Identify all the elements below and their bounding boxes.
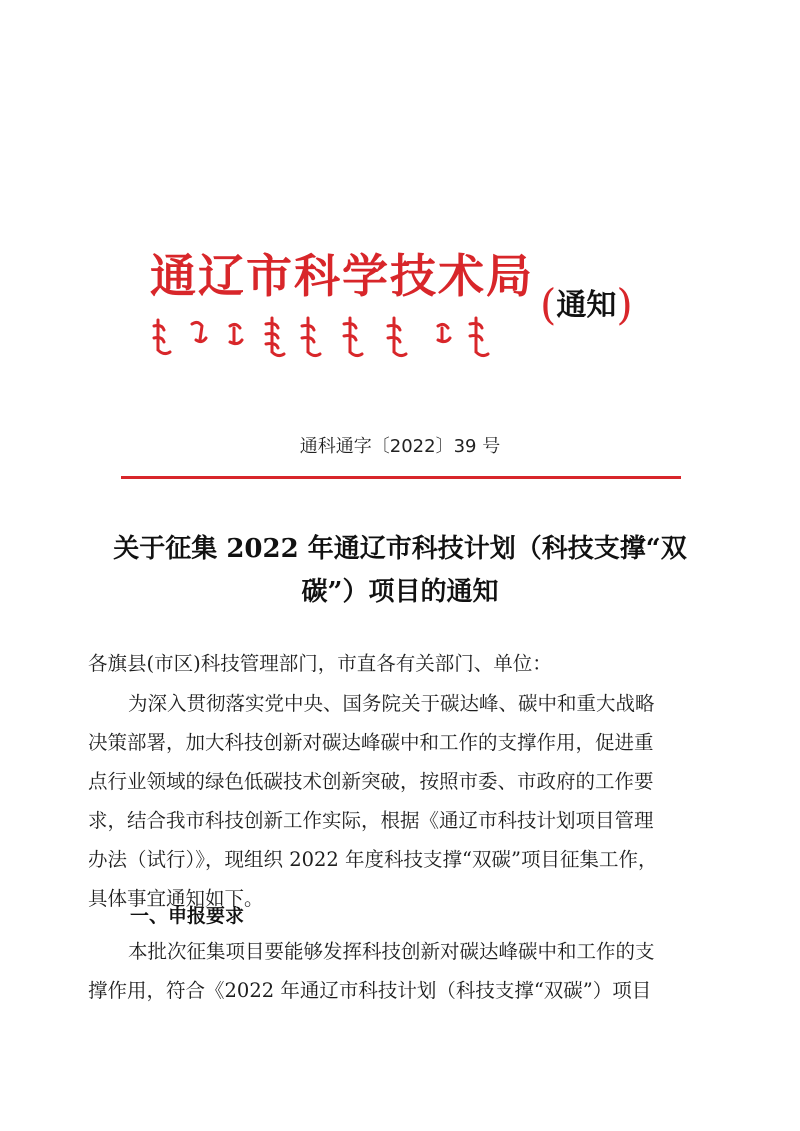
notice-open-paren: ( [540,280,557,329]
notice-mark [540,280,633,329]
document-number: 通科通字〔2022〕39 号 [299,436,501,457]
mongolian-script-org-name [150,310,520,360]
paragraph-1-line: 求，结合我市科技创新工作实际，根据《通辽市科技计划项目管理 [88,809,654,832]
notice-close-paren: ) [616,280,633,329]
title-line-2: 碳”）项目的通知 [301,577,499,607]
paragraph-2 [88,932,708,1010]
paragraph-1-line: 具体事宜通知如下。 [88,887,264,910]
notice-word: 通知 [556,288,617,323]
document-title [80,528,720,614]
issuing-org-name: 通辽市科学技术局 [150,249,534,303]
paragraph-1-line: 点行业领域的绿色低碳技术创新突破，按照市委、市政府的工作要 [88,770,654,793]
header-divider-rule [121,476,681,479]
mongolian-script-graphic [150,310,520,360]
section-heading-1: 一、申报要求 [130,905,245,927]
paragraph-2-line: 撑作用，符合《2022 年通辽市科技计划（科技支撑“双碳”）项目 [88,979,652,1002]
paragraph-1-line: 办法（试行）》，现组织 2022 年度科技支撑“双碳”项目征集工作， [88,848,658,871]
paragraph-1 [88,684,708,918]
salutation: 各旗县(市区)科技管理部门，市直各有关部门、单位： [88,652,552,675]
paragraph-1-line: 决策部署，加大科技创新对碳达峰碳中和工作的支撑作用，促进重 [88,731,654,754]
paragraph-1-line: 为深入贯彻落实党中央、国务院关于碳达峰、碳中和重大战略 [128,692,655,715]
title-line-1: 关于征集 2022 年通辽市科技计划（科技支撑“双 [113,534,687,564]
paragraph-2-line: 本批次征集项目要能够发挥科技创新对碳达峰碳中和工作的支 [128,940,655,963]
